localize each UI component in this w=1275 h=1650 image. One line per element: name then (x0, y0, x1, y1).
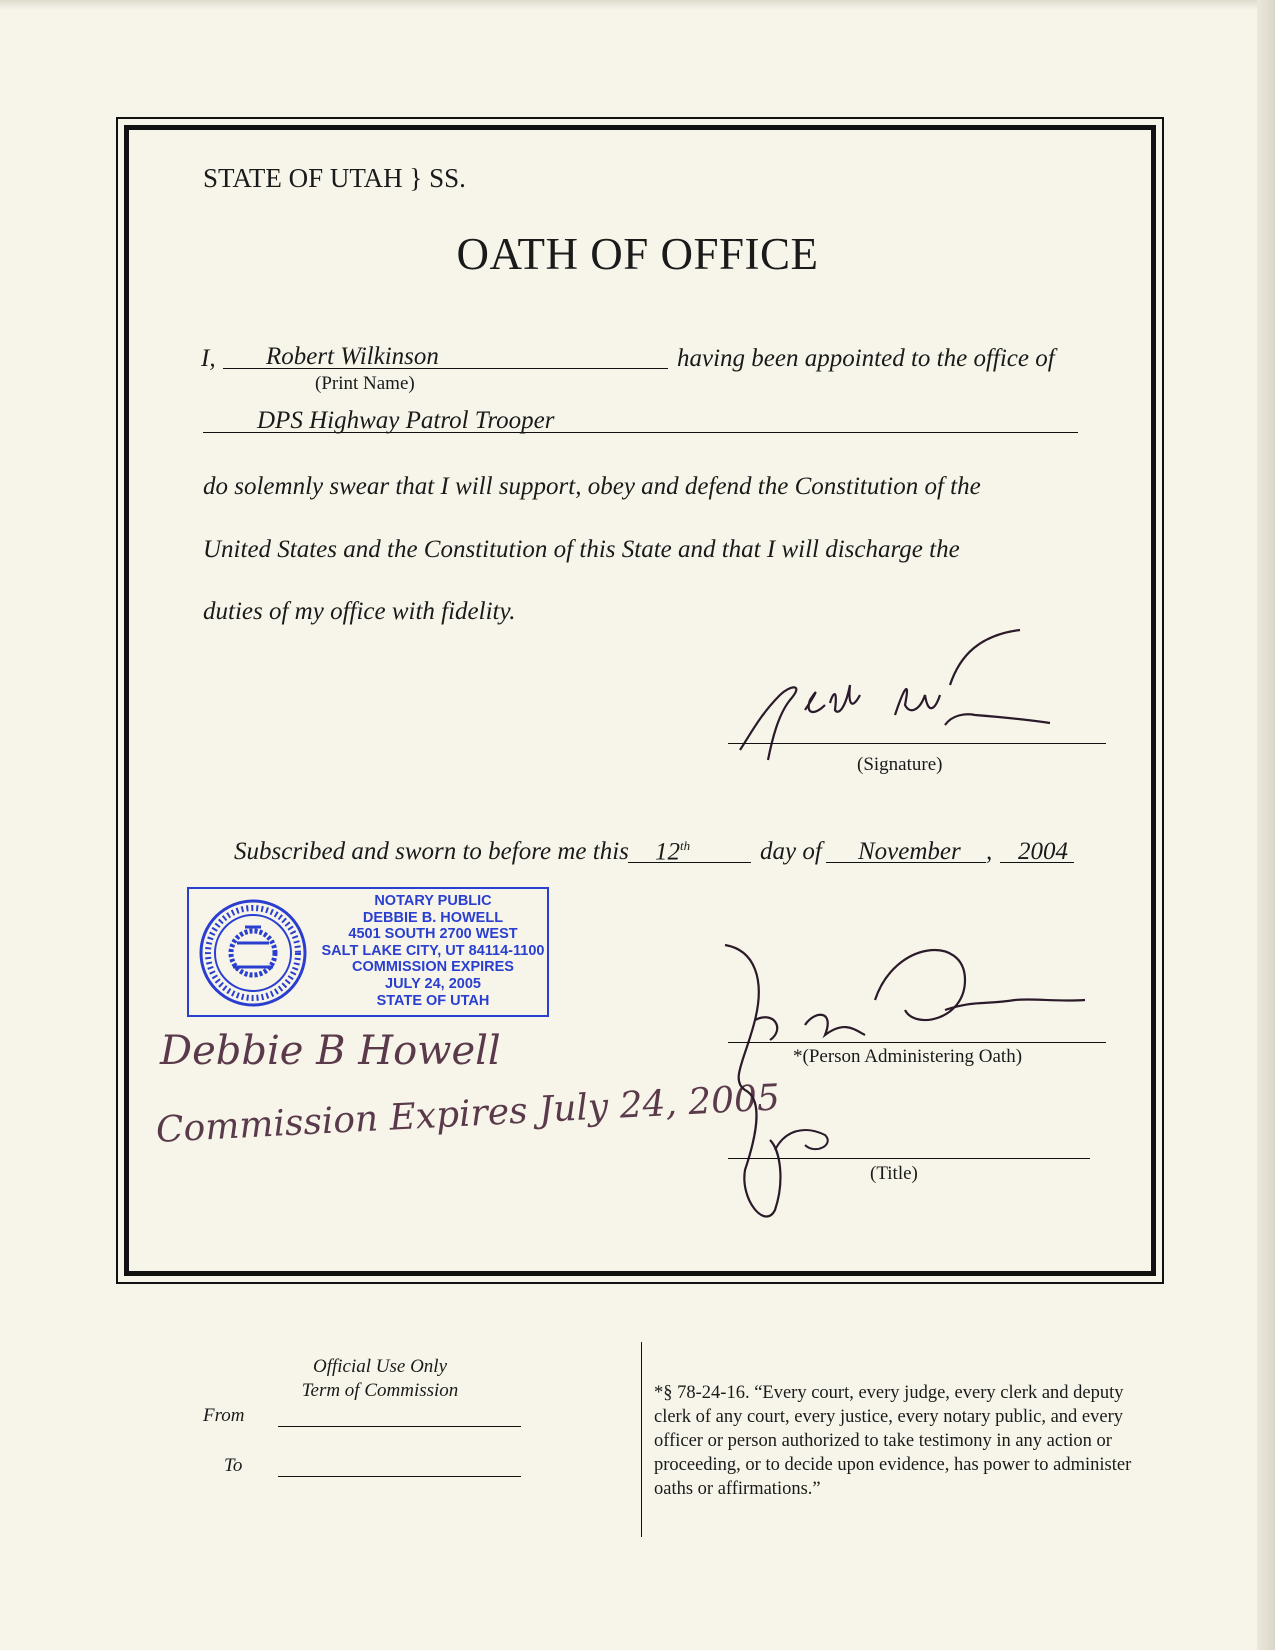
stamp-line: STATE OF UTAH (376, 992, 490, 1009)
oath-line-3: duties of my office with fidelity. (203, 598, 516, 625)
state-venue: STATE OF UTAH } SS. (203, 163, 466, 193)
state-seal-icon (197, 897, 309, 1009)
from-label: From (203, 1405, 245, 1426)
stamp-line: COMMISSION EXPIRES (352, 959, 514, 976)
notary-handwritten-commission: Commission Expires July 24, 2005 (155, 1077, 781, 1151)
print-name-caption: (Print Name) (315, 373, 415, 394)
administrator-line (728, 1042, 1106, 1043)
title-caption: (Title) (870, 1163, 918, 1184)
appointee-signature-graphic (720, 625, 1120, 765)
page-top-shadow (0, 0, 1275, 10)
to-label: To (224, 1455, 243, 1476)
stamp-line: NOTARY PUBLIC (374, 893, 492, 909)
signature-caption: (Signature) (857, 754, 943, 775)
to-line (278, 1476, 521, 1477)
sworn-year: 2004 (1018, 838, 1068, 865)
title-line (728, 1158, 1090, 1159)
signature-line (728, 743, 1106, 744)
day-of-text: day of (760, 838, 822, 865)
vertical-divider (641, 1342, 642, 1537)
stamp-line: JULY 24, 2005 (385, 975, 481, 992)
document-title: OATH OF OFFICE (456, 229, 819, 279)
official-use-heading: Official Use Only (312, 1356, 448, 1377)
oath-line-1: do solemnly swear that I will support, obey and defend the Constitution of the (203, 473, 981, 500)
term-of-commission-heading: Term of Commission (301, 1380, 459, 1401)
stamp-line: SALT LAKE CITY, UT 84114-1100 (321, 942, 545, 959)
stamp-text (317, 893, 549, 1009)
sworn-day-suffix: th (680, 838, 691, 853)
statute-citation: *§ 78-24-16. “Every court, every judge, every clerk and deputy clerk of any court, every justice, every notary public, and every officer or person authorized to take testimony in any action or proceeding, or to decide upon evidence, has power to administer oaths or affirmations.” (654, 1383, 1132, 1499)
oath-line-2: United States and the Constitution of this State and that I will discharge the (203, 536, 960, 563)
stamp-line: 4501 SOUTH 2700 WEST (348, 926, 518, 943)
sworn-text: Subscribed and sworn to before me this (234, 838, 629, 865)
notary-stamp (187, 887, 549, 1017)
stamp-line: DEBBIE B. HOWELL (362, 909, 504, 926)
sworn-month: November (858, 838, 961, 865)
appointee-name: Robert Wilkinson (266, 343, 439, 370)
notary-handwritten-name: Debbie B Howell (160, 1028, 501, 1074)
office-title: DPS Highway Patrol Trooper (257, 407, 555, 434)
administrator-signature-graphic (715, 940, 1105, 1240)
sworn-day: 12th (655, 838, 691, 866)
from-line (278, 1426, 521, 1427)
appointment-text: having been appointed to the office of (677, 345, 1055, 372)
administrator-caption: *(Person Administering Oath) (793, 1046, 1023, 1067)
oath-prefix: I, (201, 345, 216, 372)
sworn-comma: , (986, 838, 993, 865)
